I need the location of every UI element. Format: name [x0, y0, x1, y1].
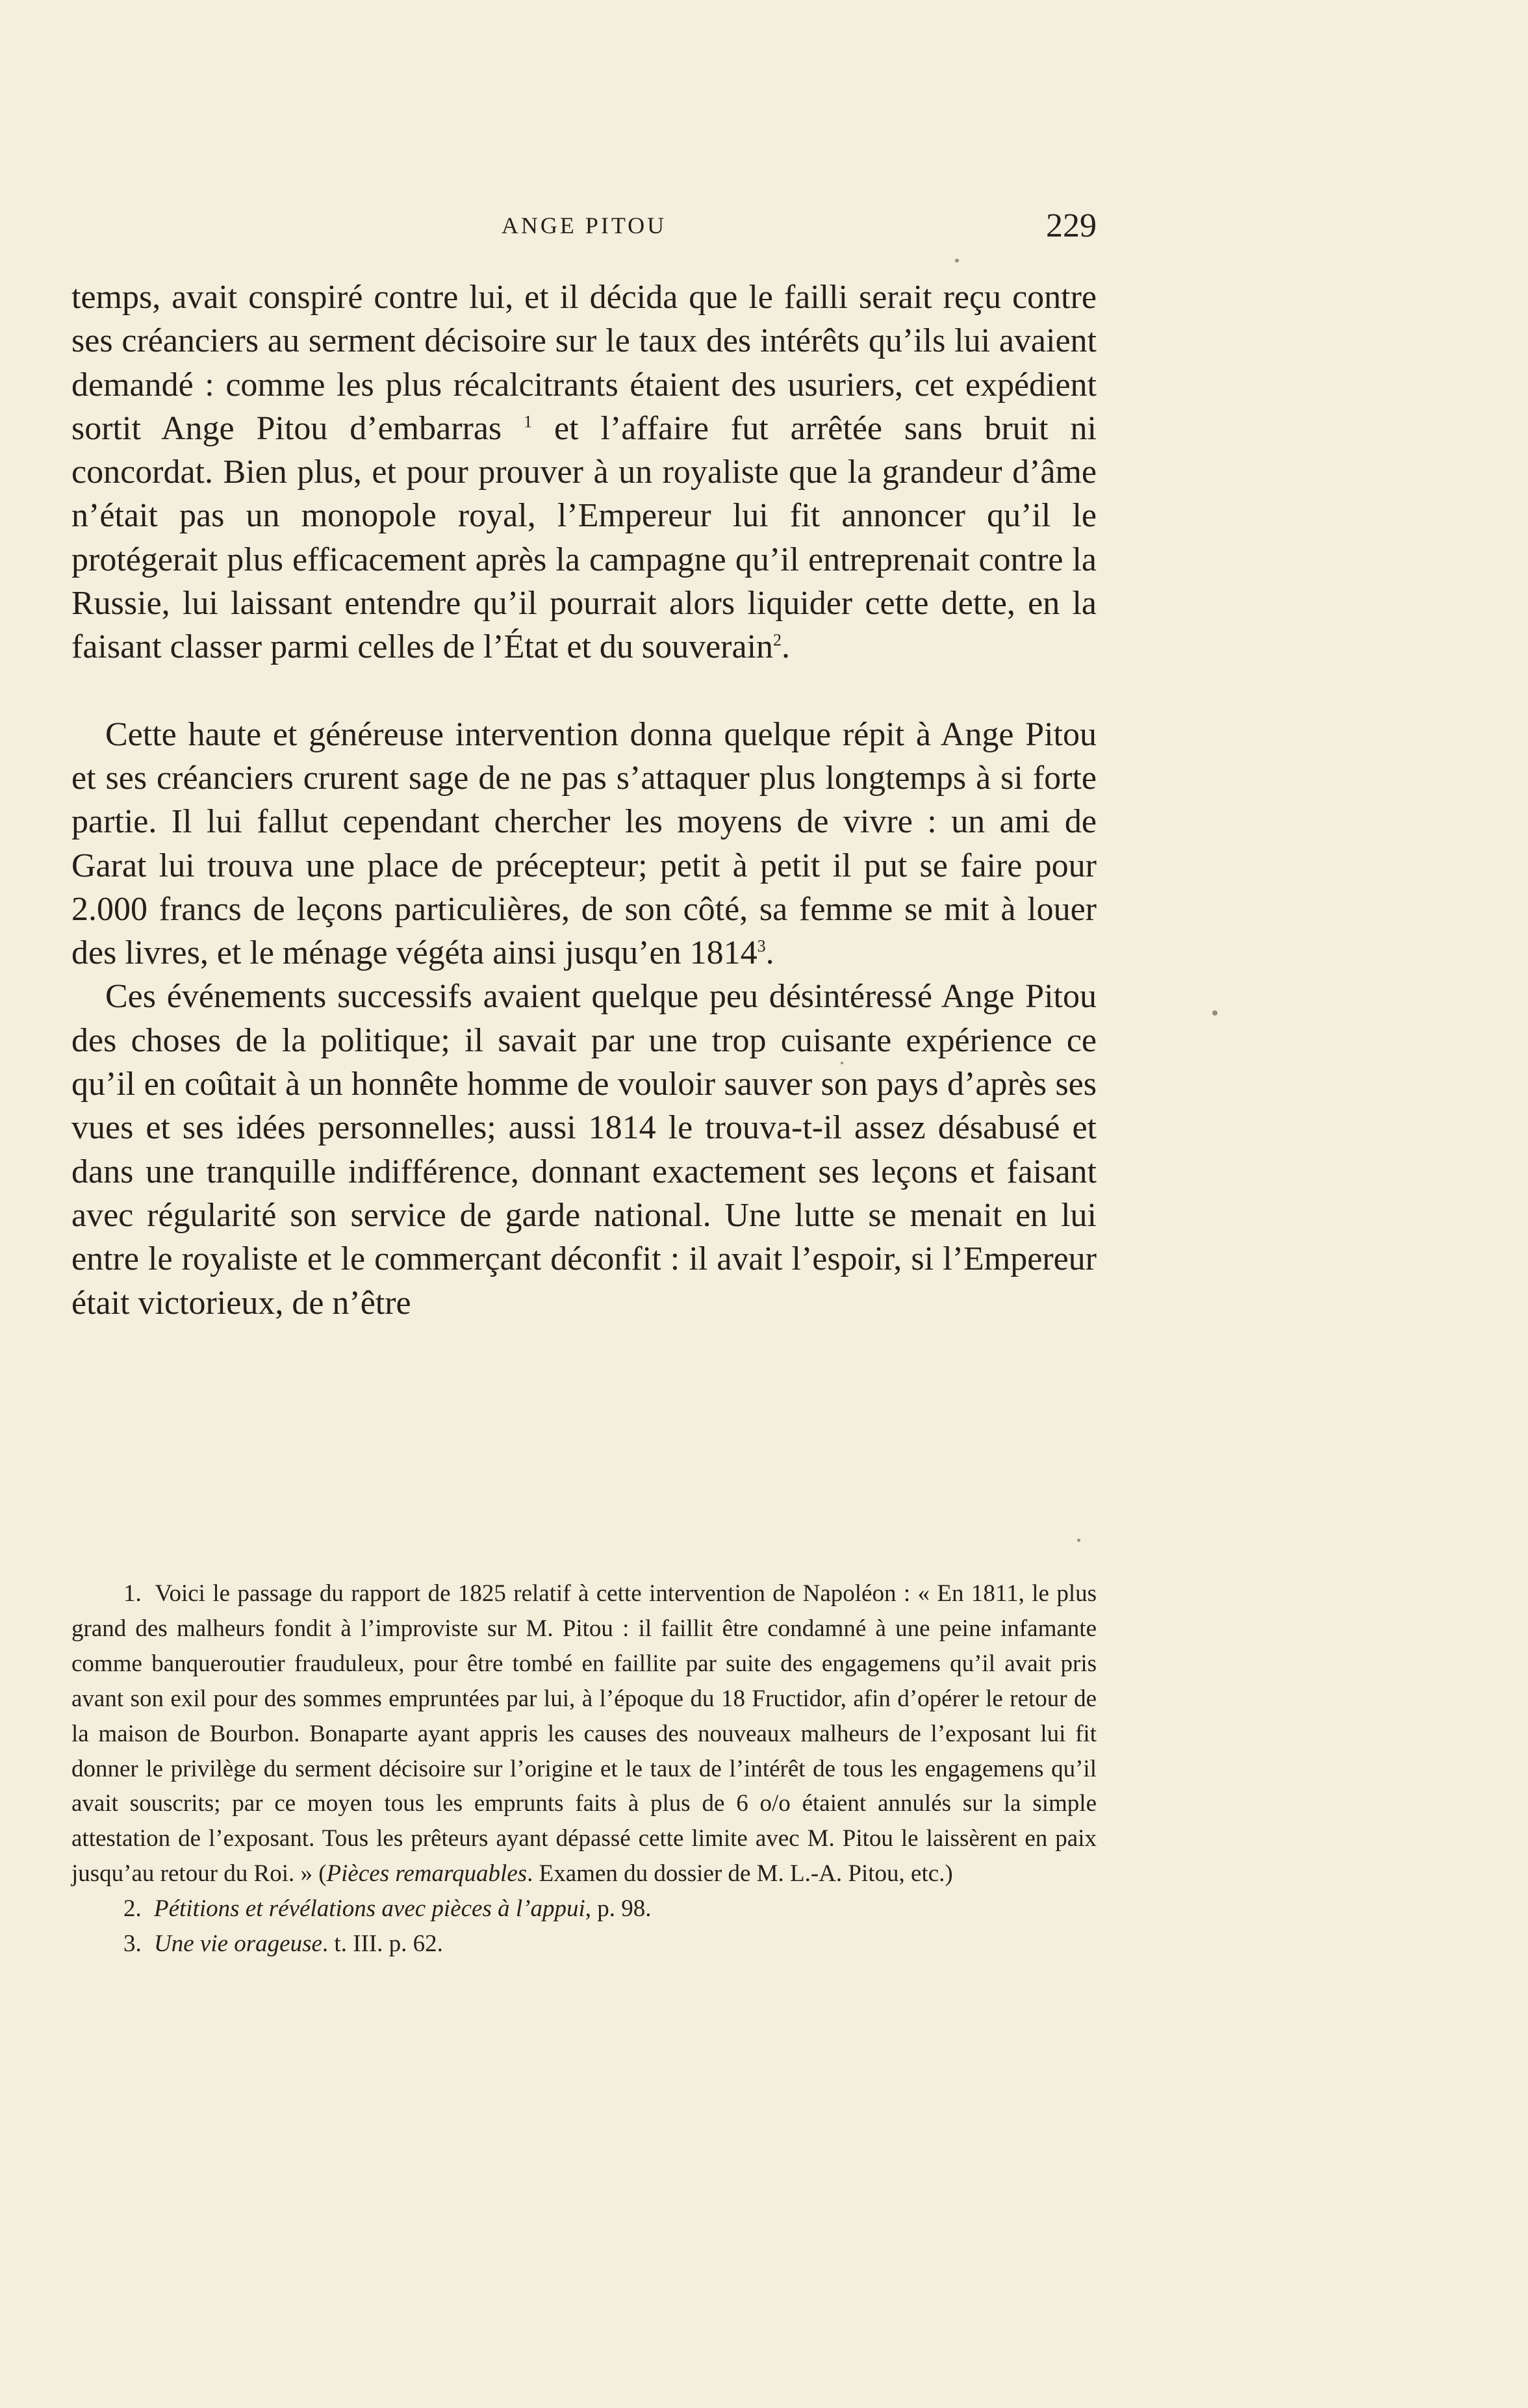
- page-number: 229: [1046, 207, 1097, 244]
- footnote-1-text: Voici le passage du rapport de 1825 relatif à cette intervention de Napoléon : « En 1811, le plus grand des malheurs fondit à l’improviste sur M. Pitou : il faillit être condamné à une peine infamante comme banqueroutier frauduleux, pour être tombé en faillite par suite des engagemens qu’il avait pris avant son exil pour des sommes empruntées par lui, à l’époque du 18 Fructidor, afin d’opérer le retour de la maison de Bourbon. Bonaparte ayant appris les causes des nouveaux malheurs de l’exposant lui fit donner le privilège du serment décisoire sur l’origine et le taux de l’intérêt de tous les engagemens qu’il avait souscrits; par ce moyen tous les emprunts faits à plus de 6 o/o étaient annulés sur la simple attestation de l’exposant. Tous les prêteurs ayant dépassé cette limite avec M. Pitou le laissèrent en paix jusqu’au retour du Roi. » (: [71, 1580, 1097, 1888]
- footnote-1: [71, 1576, 1097, 1891]
- paragraph-continuation: [71, 275, 1097, 669]
- paragraph-intervention-end: .: [765, 934, 774, 972]
- footnote-3-tail: . t. III. p. 62.: [322, 1930, 443, 1958]
- footnote-reference-1: 1: [524, 412, 533, 431]
- footnotes: [71, 1576, 1097, 1962]
- footnote-1-tail: . Examen du dossier de M. L.-A. Pitou, etc.): [527, 1860, 953, 1888]
- footnote-2-source: Pétitions et révélations avec pièces à l’appui: [154, 1895, 585, 1923]
- running-title: ANGE PITOU: [501, 212, 667, 238]
- footnote-2-number: 2.: [123, 1895, 142, 1923]
- paragraph-intervention: [71, 713, 1097, 975]
- paper-speck: [1212, 1010, 1217, 1016]
- footnote-3-source: Une vie orageuse: [154, 1930, 322, 1958]
- footnote-3-number: 3.: [123, 1930, 142, 1958]
- main-text: [71, 275, 1097, 1325]
- footnote-2-tail: , p. 98.: [585, 1895, 652, 1923]
- paragraph-text-part-1: temps, avait conspiré contre lui, et il décida que le failli serait reçu contre ses créanciers au serment décisoire sur le taux des intérêts qu’ils lui avaient demandé : comme les plus récalcitrants étaient des usuriers, cet expédient sortit Ange Pitou d’embarras: [71, 279, 1097, 447]
- footnote-reference-3: 3: [757, 936, 766, 956]
- page-header: [71, 207, 1097, 248]
- paragraph-text-part-2: et l’affaire fut arrêtée sans bruit ni concordat. Bien plus, et pour prouver à un royaliste que la grandeur d’âme n’était pas un monopole royal, l’Empereur lui fit annoncer qu’il le protégerait plus efficacement après la campagne qu’il entreprenait contre la Russie, lui laissant entendre qu’il pourrait alors liquider cette dette, en la faisant classer parmi celles de l’État et du souverain: [71, 409, 1097, 666]
- footnote-reference-2: 2: [773, 631, 782, 650]
- paper-speck: [841, 1062, 843, 1064]
- footnote-2: [71, 1891, 1097, 1927]
- paragraph-events: [71, 975, 1097, 1324]
- paragraph-events-text: Ces événements successifs avaient quelque peu désintéressé Ange Pitou des choses de la politique; il savait par une trop cuisante expérience ce qu’il en coûtait à un honnête homme de vouloir sauver son pays d’après ses vues et ses idées personnelles; aussi 1814 le trouva-t-il assez désabusé et dans une tranquille indifférence, donnant exactement ses leçons et faisant avec régularité son service de garde national. Une lutte se menait en lui entre le royaliste et le commerçant déconfit : il avait l’espoir, si l’Empereur était victorieux, de n’être: [71, 978, 1097, 1322]
- paper-speck: [955, 259, 959, 263]
- footnote-3: [71, 1927, 1097, 1962]
- footnote-1-source: Pièces remarquables: [326, 1860, 528, 1888]
- paragraph-end-punctuation: .: [782, 628, 791, 666]
- footnote-1-number: 1.: [123, 1580, 142, 1607]
- paragraph-intervention-text: Cette haute et généreuse intervention donna quelque répit à Ange Pitou et ses créanciers crurent sage de ne pas s’attaquer plus longtemps à si forte partie. Il lui fallut cependant chercher les moyens de vivre : un ami de Garat lui trouva une place de précepteur; petit à petit il put se faire pour 2.000 francs de leçons particulières, de son côté, sa femme se mit à louer des livres, et le ménage végéta ainsi jusqu’en 1814: [71, 715, 1097, 972]
- paper-speck: [1077, 1539, 1080, 1542]
